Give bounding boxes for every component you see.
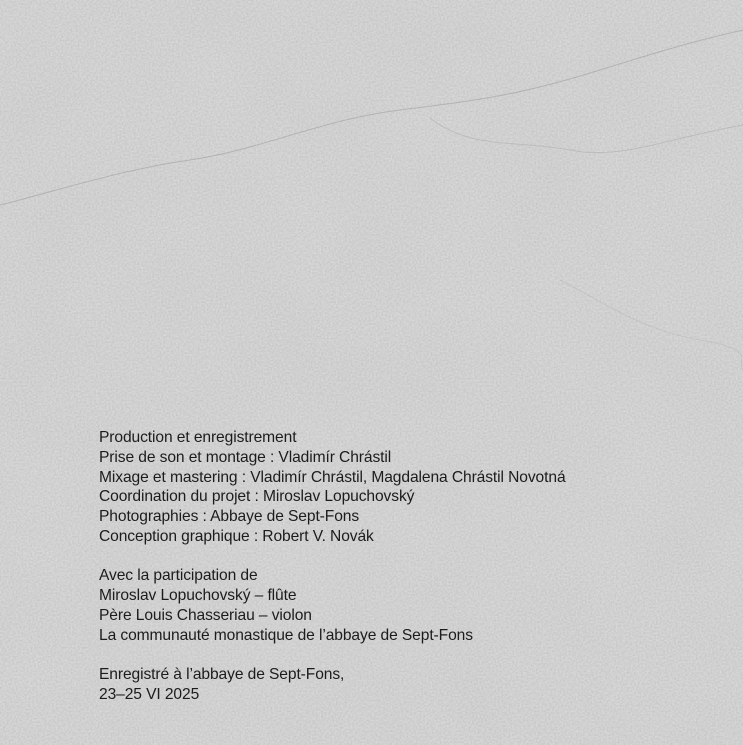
participant-community: La communauté monastique de l’abbaye de Sept-Fons <box>99 626 473 644</box>
participation-heading: Avec la participation de <box>99 567 258 585</box>
credit-line-photographs: Photographies : Abbaye de Sept-Fons <box>99 508 360 526</box>
credit-line-sound-editing: Prise de son et montage : Vladimír Chrástil <box>99 448 392 466</box>
credit-line-coordination: Coordination du projet : Miroslav Lopuchovský <box>99 488 415 506</box>
participant-violin: Père Louis Chasseriau – violon <box>99 606 312 624</box>
recording-place: Enregistré à l’abbaye de Sept-Fons, <box>99 665 345 683</box>
credit-line-graphic-design: Conception graphique : Robert V. Novák <box>99 527 374 545</box>
production-heading: Production et enregistrement <box>99 429 297 446</box>
production-credits <box>99 428 719 547</box>
credit-line-mixing-mastering: Mixage et mastering : Vladimír Chrástil, Magdalena Chrástil Novotná <box>99 468 566 486</box>
credits-text <box>99 428 719 705</box>
participant-flute: Miroslav Lopuchovský – flûte <box>99 587 297 605</box>
recording-info <box>99 665 719 705</box>
participation-credits <box>99 566 719 645</box>
recording-dates: 23–25 VI 2025 <box>99 685 200 703</box>
